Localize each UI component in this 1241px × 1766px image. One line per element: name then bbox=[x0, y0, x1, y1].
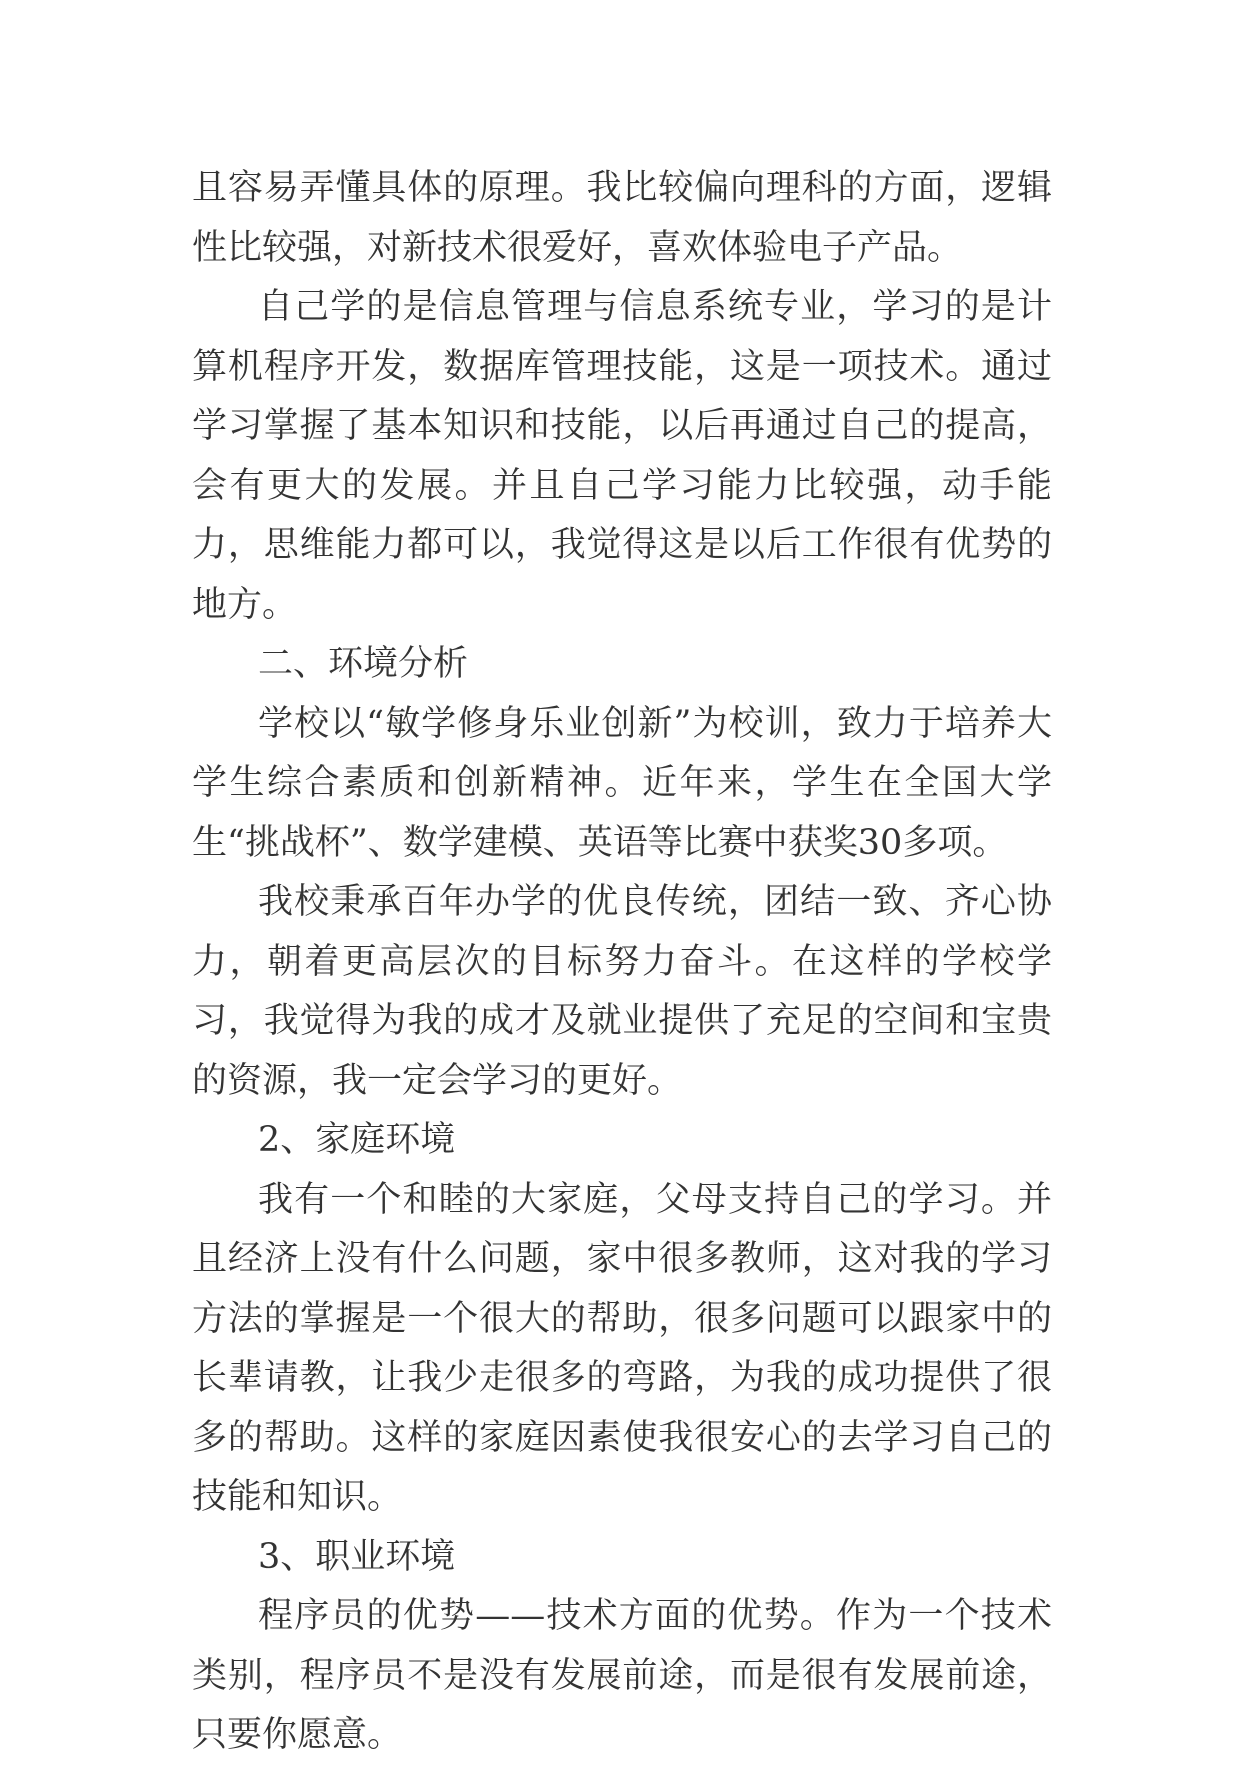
subheading-family-environment: 2、家庭环境 bbox=[258, 1120, 456, 1160]
paragraph-programmer-advantage: 程序员的优势——技术方面的优势。作为一个技术类别，程序员不是没有发展前途，而是很有发展前途，只要你愿意。 bbox=[192, 1596, 1052, 1755]
section-heading-environment-analysis: 二、环境分析 bbox=[258, 644, 469, 684]
subheading-career-environment: 3、职业环境 bbox=[258, 1536, 456, 1577]
paragraph-school-tradition: 我校秉承百年办学的优良传统，团结一致、齐心协力，朝着更高层次的目标努力奋斗。在这样的学校学习，我觉得为我的成才及就业提供了充足的空间和宝贵的资源，我一定会学习的更好。 bbox=[192, 882, 1052, 1101]
paragraph-family: 我有一个和睦的大家庭，父母支持自己的学习。并且经济上没有什么问题，家中很多教师，这对我的学习方法的掌握是一个很大的帮助，很多问题可以跟家中的长辈请教，让我少走很多的弯路，为我的成功提供了很多的帮助。这样的家庭因素使我很安心的去学习自己的技能和知识。 bbox=[192, 1179, 1052, 1517]
paragraph-continuation: 且容易弄懂具体的原理。我比较偏向理科的方面，逻辑性比较强，对新技术很爱好，喜欢体验电子产品。 bbox=[192, 168, 1052, 268]
paragraph-school-motto: 学校以“敏学修身乐业创新”为校训，致力于培养大学生综合素质和创新精神。近年来，学生在全国大学生“挑战杯”、数学建模、英语等比赛中获奖30多项。 bbox=[192, 703, 1052, 863]
document-body bbox=[192, 159, 1052, 1766]
paragraph-major: 自己学的是信息管理与信息系统专业，学习的是计算机程序开发，数据库管理技能，这是一项技术。通过学习掌握了基本知识和技能，以后再通过自己的提高，会有更大的发展。并且自己学习能力比较强，动手能力，思维能力都可以，我觉得这是以后工作很有优势的地方。 bbox=[192, 287, 1052, 625]
